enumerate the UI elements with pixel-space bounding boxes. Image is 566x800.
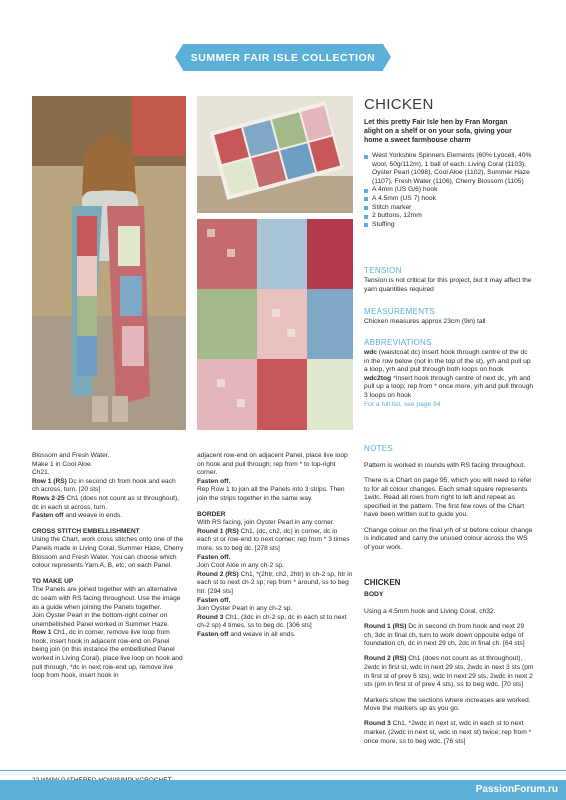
full-list-link[interactable]: For a full list, see page 94 — [364, 400, 441, 408]
round-label: Round 2 (RS) — [197, 570, 239, 578]
border-heading: BORDER — [197, 510, 226, 518]
material-item: A 4.5mm (US 7) hook — [364, 195, 534, 204]
section-banner — [183, 44, 383, 71]
measurements-text: Chicken measures approx 23cm (9in) tall — [364, 318, 486, 325]
text-line: Join Cool Aloe in any ch-2 sp. — [197, 562, 284, 570]
text-line: With RS facing, join Oyster Pearl in any corner. — [197, 519, 335, 527]
fasten-off: Fasten off. — [197, 553, 231, 561]
materials-list — [364, 152, 534, 229]
round-label: Round 2 (RS) — [364, 655, 407, 663]
abbrev-def: *Insert hook through centre of next dc, yrh and pull up a loop; rep from * once more, yrh and pull through 3 loops on hook — [364, 374, 534, 399]
middle-column — [197, 452, 353, 639]
body-heading: BODY — [364, 591, 384, 598]
row-text: and weave in ends. — [63, 512, 123, 520]
tension-heading: TENSION — [364, 266, 402, 275]
row-text: Dc in second ch from hook and each ch across, turn. [20 sts] — [32, 477, 176, 494]
text-line: Ch21. — [32, 469, 50, 477]
note-para: Change colour on the final yrh of st before colour change is indicated and carry the unused colour across the WS of your work. — [364, 526, 533, 551]
round-text: Ch1, (dc, ch2, dc) in corner, dc in each st or row-end to next corner; rep from * 3 times more, ss to beg dc. [278 sts] — [197, 527, 350, 552]
round-text: and weave in all ends. — [228, 630, 296, 638]
watermark: PassionForum.ru — [475, 784, 558, 795]
project-intro: Let this pretty Fair Isle hen by Fran Morgan alight on a shelf or on your sofa, giving your home a sweet farmhouse charm — [364, 119, 512, 144]
measurements-heading: MEASUREMENTS — [364, 307, 436, 316]
make-up-heading: TO MAKE UP — [32, 577, 74, 585]
abbreviations-heading: ABBREVIATIONS — [364, 338, 432, 347]
round-text: Dc in second ch from hook and next 29 ch, 3dc in final ch, turn to work down opposite edge of foundation ch, dc in next 29 ch, 2dc in final ch. [64 sts] — [364, 622, 525, 648]
text-line: Join Oyster Pearl in any ch-2 sp. — [197, 605, 293, 613]
chicken-heading: CHICKEN — [364, 578, 401, 587]
material-item: Stitch marker — [364, 204, 534, 213]
note-para: Pattern is worked in rounds with RS facing throughout. — [364, 461, 526, 469]
left-column — [32, 452, 184, 681]
row-label: Rows 2-25 — [32, 494, 65, 502]
text-line: adjacent row-end on adjacent Panel, place live loop on hook and pull through; rep from * to top-right corner. — [197, 452, 348, 477]
make-up-text: Join Oyster Pearl in the bottom-right corner on unembellished Panel worked in Summer Haze. — [32, 612, 170, 628]
text-line: Rep Row 1 to join all the Panels into 3 strips. Then join the strips together in the same way. — [197, 486, 345, 502]
fasten-off: Fasten off — [32, 512, 64, 520]
cross-stitch-text: Using the Chart, work cross stitches onto one of the Panels made in Living Coral, Summer Haze, Cherry Blossom and Fresh Water. You can choose which colour represents Yarn A, B, etc, on each Panel. — [32, 536, 184, 570]
tension-text: Tension is not critical for this project, but it may affect the yarn quantities required — [364, 277, 532, 293]
abbrev-key: wdc — [364, 349, 378, 356]
photo-girl-blanket — [32, 96, 186, 430]
text-line: Make 1 in Cool Aloe. — [32, 460, 93, 468]
body-para: Using a 4.5mm hook and Living Coral, ch32. — [364, 607, 496, 615]
fasten-off: Fasten off. — [197, 596, 231, 604]
material-item: A 4mm (US G/6) hook — [364, 186, 534, 195]
bottom-bar — [0, 780, 566, 800]
abbrev-key: wdc2tog — [364, 374, 392, 382]
row-text: Ch1, dc in corner, remove live loop from hook, insert hook in adjacent row-end on Panel being join (in this instance the embellished Panel worked in Living Coral), place live loop on hook and pull through, *dc in next row-end up, remove live loop from hook, insert hook in — [32, 629, 183, 680]
note-para: There is a Chart on page 95, which you will need to refer to for all colour changes. Each small square represents 1wdc. Read all rows from right to left and repeat as specified in the pattern. The first few rows of the Chart have been written out to guide you. — [364, 476, 532, 519]
row-text: Ch1 (does not count as st throughout), dc in each st across, turn. — [32, 494, 179, 511]
row-label: Row 1 (RS) — [32, 477, 67, 485]
round-label: Round 3 — [364, 720, 391, 728]
round-text: Ch1, *2wdc in next st, wdc in each st to next marker, (2wdc in next st, wdc in next st) twice; rep from * once more, ss to beg wdc. [76 sts] — [364, 720, 532, 745]
body-para: Markers show the sections where increases are worked. Move the markers up as you go. — [364, 696, 531, 713]
round-text: Ch1 (does not count as st throughout), 2wdc in first st, wdc in next 29 sts, 2wdc in next 3 sts (pm in first st of prev 6 sts), wdc in next 29 sts, 2wdc in next 2 sts (pm in first st of prev 4 sts), ss to beg wdc. [70 sts] — [364, 655, 534, 689]
round-text: Ch1, (3dc in ch-2 sp, dc in each st to next ch-2 sp) 4 times, ss to beg dc. [306 sts] — [197, 613, 347, 630]
fasten-off: Fasten off. — [197, 477, 231, 485]
round-label: Round 1 (RS) — [197, 527, 239, 535]
round-label: Round 1 (RS) — [364, 622, 407, 630]
notes-text — [364, 455, 534, 559]
material-item: 2 buttons, 12mm — [364, 212, 534, 221]
banner-text: SUMMER FAIR ISLE COLLECTION — [190, 51, 376, 64]
abbreviations-text — [364, 349, 534, 409]
material-item: Stuffing — [364, 221, 534, 230]
material-item: West Yorkshire Spinners Elements (60% Lyocell, 40% wool, 50g/112m), 1 ball of each: Living Coral (1103), Oyster Pearl (1098), Cool Aloe (1102), Summer Haze (1107), Fresh Water (1106), Cherry Blossom (1105) — [364, 152, 534, 186]
cross-stitch-heading: CROSS STITCH EMBELLISHMENT — [32, 527, 140, 535]
fasten-off: Fasten off — [197, 630, 229, 638]
round-label: Round 3 — [197, 613, 224, 621]
body-text — [364, 601, 534, 753]
text-line: Blossom and Fresh Water. — [32, 452, 110, 459]
row-label: Row 1 — [32, 629, 52, 637]
round-text: Ch1, *(2htr, ch2, 2htr) in ch-2 sp, htr in each st to next ch-2 sp; rep from * around, ss to beg htr. [294 sts] — [197, 570, 353, 595]
notes-heading: NOTES — [364, 444, 394, 453]
project-title: CHICKEN — [364, 96, 434, 113]
photo-blanket-closeup — [197, 219, 353, 430]
photo-blanket-chair — [197, 96, 353, 213]
abbrev-def: (waistcoat dc) Insert hook through centre of the dc in the row below (not in the top of the st), yrh and pull up a loop, yrh and pull through both loops on hook — [364, 349, 531, 374]
make-up-text: The Panels are joined together with an alternative dc seam with RS facing throughout. Use the image as a guide when joining the Panels together. — [32, 586, 181, 611]
